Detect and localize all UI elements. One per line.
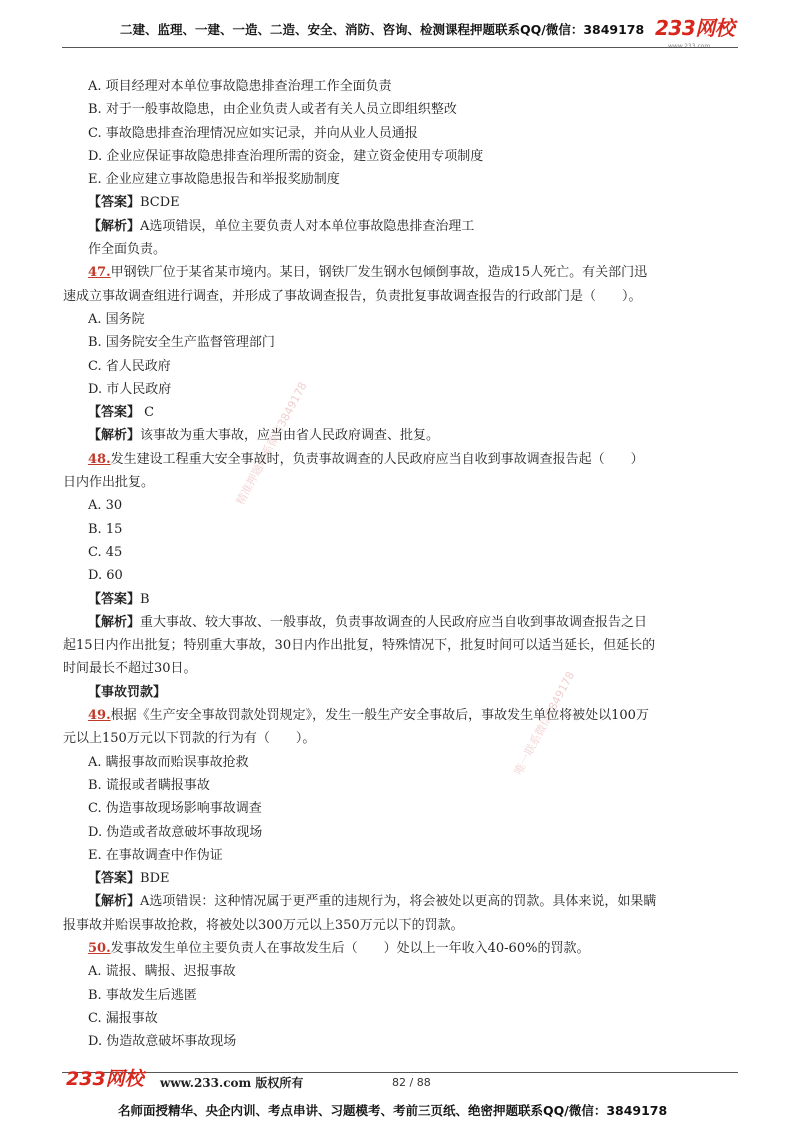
analysis-text: 重大事故、较大事故、一般事故，负责事故调查的人民政府应当自收到事故调查报告之日 (140, 614, 648, 630)
footer-copyright: www.233.com 版权所有 (160, 1076, 304, 1090)
question-text: 根据《生产安全事故罚款处罚规定》，发生一般生产安全事故后，事故发生单位将被处以100万 (110, 708, 649, 724)
answer-tag: 【答案】 (88, 591, 141, 607)
footer-divider (62, 1072, 738, 1073)
analysis-text: A选项错误，单位主要负责人对本单位事故隐患排查治理工 (140, 218, 475, 234)
answer-line (88, 191, 750, 214)
analysis-line-2: 起15日内作出批复；特别重大事故，30日内作出批复，特殊情况下，批复时间可以适当延长，但延长的 (63, 638, 656, 654)
analysis-text: 该事故为重大事故，应当由省人民政府调查、批复。 (140, 428, 440, 444)
brand-logo-url: www.233.com (668, 43, 711, 50)
answer-value: C (140, 405, 155, 421)
answer-line (88, 588, 750, 611)
answer-tag: 【答案】 (88, 871, 141, 887)
analysis-line (88, 215, 750, 238)
option-b: B. 15 (88, 521, 123, 537)
option-a: A. 30 (88, 498, 123, 514)
option-c: C. 事故隐患排查治理情况应如实记录，并向从业人员通报 (88, 125, 418, 141)
header-contact-text: 二建、监理、一建、一造、二造、安全、消防、咨询、检测课程押题联系QQ/微信：3849178 (120, 22, 645, 37)
answer-line (88, 401, 750, 424)
analysis-tag: 【解析】 (88, 614, 141, 630)
answer-value: B (140, 591, 150, 607)
option-e: E. 在事故调查中作伪证 (88, 847, 223, 863)
question-number: 50. (88, 940, 111, 956)
question-49 (88, 704, 750, 727)
option-c: C. 漏报事故 (88, 1010, 158, 1026)
analysis-line-3: 时间最长不超过30日。 (63, 661, 197, 677)
option-b: B. 国务院安全生产监督管理部门 (88, 335, 275, 351)
option-a: A. 项目经理对本单位事故隐患排查治理工作全面负责 (88, 79, 392, 94)
question-text: 发生建设工程重大安全事故时，负责事故调查的人民政府应当自收到事故调查报告起（ ） (110, 451, 644, 467)
option-a: A. 瞒报事故而贻误事故抢救 (88, 754, 249, 770)
header-divider (62, 47, 738, 48)
option-c: C. 45 (88, 544, 123, 560)
answer-value: BDE (140, 871, 170, 887)
question-number: 48. (88, 451, 111, 467)
question-text-cont: 速成立事故调查组进行调查，并形成了事故调查报告，负责批复事故调查报告的行政部门是（ ）。 (63, 288, 642, 304)
section-heading: 【事故罚款】 (88, 684, 167, 700)
option-d: D. 伪造或者故意破坏事故现场 (88, 824, 263, 840)
question-text: 发事故发生单位主要负责人在事故发生后（ ）处以上一年收入40-60%的罚款。 (110, 940, 590, 956)
brand-logo: 233网校 (655, 16, 735, 40)
option-d: D. 伪造故意破坏事故现场 (88, 1034, 237, 1050)
option-c: C. 伪造事故现场影响事故调查 (88, 801, 262, 817)
analysis-tag: 【解析】 (88, 428, 141, 444)
option-a: A. 谎报、瞒报、迟报事故 (88, 964, 236, 980)
question-number: 49. (88, 708, 111, 724)
analysis-line (88, 424, 750, 447)
analysis-line-2: 作全面负责。 (88, 242, 167, 258)
answer-tag: 【答案】 (88, 195, 141, 211)
analysis-line (88, 611, 750, 634)
analysis-text: A选项错误：这种情况属于更严重的违规行为，将会被处以更高的罚款。具体来说，如果瞒 (140, 894, 657, 910)
option-d: D. 企业应保证事故隐患排查治理所需的资金，建立资金使用专项制度 (88, 148, 484, 164)
option-d: D. 60 (88, 568, 123, 584)
question-text-cont: 元以上150万元以下罚款的行为有（ ）。 (63, 731, 316, 747)
option-c: C. 省人民政府 (88, 358, 171, 374)
option-b: B. 事故发生后逃匿 (88, 987, 197, 1003)
analysis-tag: 【解析】 (88, 218, 141, 234)
option-a: A. 国务院 (88, 311, 145, 327)
answer-value: BCDE (140, 195, 180, 211)
footer-contact-text: 名师面授精华、央企内训、考点串讲、习题模考、考前三页纸、绝密押题联系QQ/微信：3849178 (118, 1103, 668, 1118)
footer-logo: 233网校 (66, 1068, 144, 1090)
document-body (63, 75, 750, 1053)
question-50 (88, 937, 750, 960)
question-text: 甲钢铁厂位于某省某市境内。某日，钢铁厂发生钢水包倾倒事故，造成15人死亡。有关部门迅 (110, 265, 648, 281)
question-number: 47. (88, 265, 111, 281)
analysis-line (88, 890, 750, 913)
question-text-cont: 日内作出批复。 (63, 475, 155, 491)
question-47 (88, 261, 750, 284)
analysis-tag: 【解析】 (88, 894, 141, 910)
watermark-2: 唯一联系微信3849178 (511, 669, 578, 778)
option-d: D. 市人民政府 (88, 381, 172, 397)
answer-line (88, 867, 750, 890)
watermark-1: 精准押题联系微信3849178 (233, 379, 310, 508)
page-header (0, 10, 800, 50)
option-e: E. 企业应建立事故隐患报告和举报奖励制度 (88, 172, 340, 188)
page-number: 82 / 88 (392, 1076, 431, 1089)
option-b: B. 对于一般事故隐患，由企业负责人或者有关人员立即组织整改 (88, 102, 457, 118)
analysis-line-2: 报事故并贻误事故抢救，将被处以300万元以上350万元以下的罚款。 (63, 917, 464, 933)
option-b: B. 谎报或者瞒报事故 (88, 777, 210, 793)
question-48 (88, 448, 750, 471)
answer-tag: 【答案】 (88, 405, 141, 421)
